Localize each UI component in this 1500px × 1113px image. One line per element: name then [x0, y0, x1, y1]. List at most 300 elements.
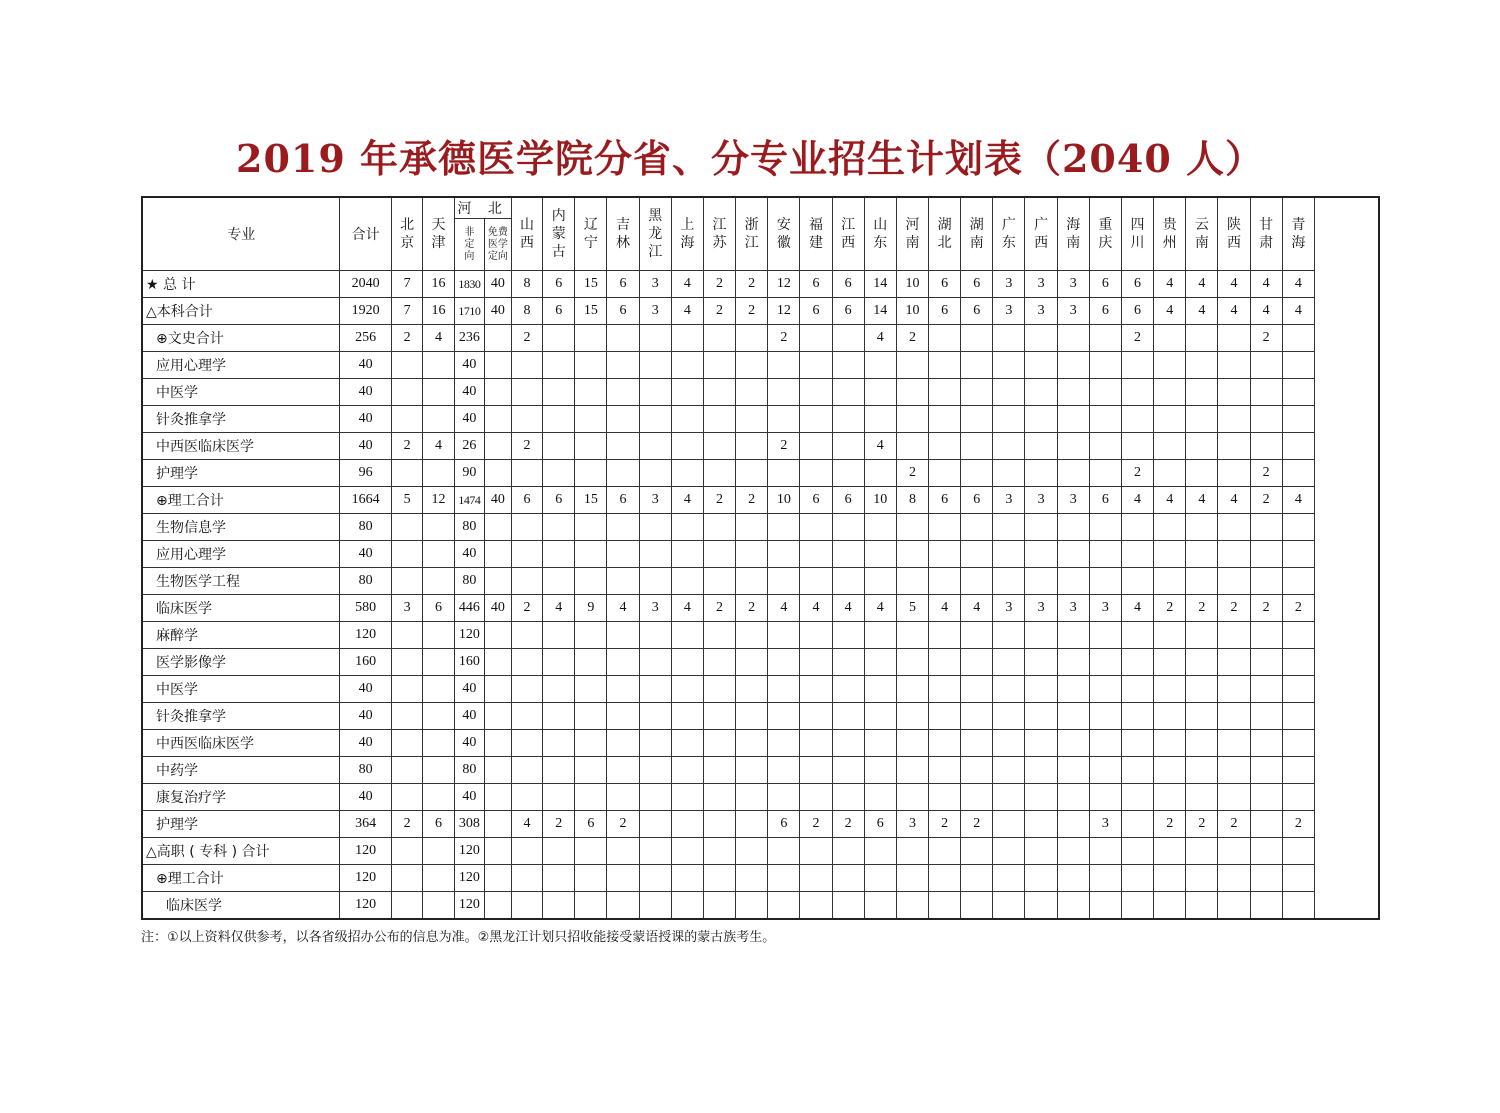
table-cell — [485, 892, 512, 920]
table-cell — [1282, 379, 1314, 406]
table-cell — [703, 730, 735, 757]
table-cell — [1089, 703, 1121, 730]
table-cell — [1282, 757, 1314, 784]
table-row — [142, 352, 1379, 379]
table-cell: 4 — [671, 487, 703, 514]
table-cell — [896, 784, 928, 811]
header-province — [864, 197, 896, 271]
table-cell — [639, 892, 671, 920]
table-cell — [423, 892, 454, 920]
table-cell: 6 — [929, 487, 961, 514]
table-cell — [575, 838, 607, 865]
table-cell — [671, 811, 703, 838]
header-char: 徽 — [776, 235, 791, 251]
table-cell — [511, 460, 542, 487]
table-cell — [961, 514, 993, 541]
table-cell — [736, 757, 768, 784]
header-char: 西 — [1227, 235, 1241, 251]
table-cell — [575, 622, 607, 649]
header-char: 南 — [905, 235, 920, 251]
table-cell: 80 — [454, 568, 484, 595]
table-cell — [832, 352, 864, 379]
header-char: 南 — [969, 235, 984, 251]
table-cell — [1121, 622, 1153, 649]
table-cell: 6 — [423, 595, 454, 622]
table-cell — [1121, 514, 1153, 541]
table-cell — [1154, 352, 1186, 379]
table-cell: 6 — [1121, 298, 1153, 325]
table-cell — [543, 352, 575, 379]
major-name: 临床医学 — [142, 595, 340, 622]
header-char: 肃 — [1259, 235, 1274, 251]
table-cell: 80 — [340, 757, 391, 784]
table-cell — [607, 325, 639, 352]
table-cell: 2 — [961, 811, 993, 838]
table-cell — [1218, 541, 1250, 568]
table-cell — [1186, 406, 1218, 433]
table-cell — [1057, 676, 1089, 703]
table-cell — [1121, 541, 1153, 568]
table-cell — [1121, 379, 1153, 406]
header-char: 江 — [744, 235, 759, 251]
table-cell — [607, 379, 639, 406]
table-cell — [736, 676, 768, 703]
table-cell — [961, 433, 993, 460]
table-cell: 446 — [454, 595, 484, 622]
table-cell — [607, 703, 639, 730]
table-cell — [543, 730, 575, 757]
table-cell — [961, 460, 993, 487]
table-cell — [961, 568, 993, 595]
header-province — [1282, 197, 1314, 271]
table-cell — [671, 622, 703, 649]
table-cell — [768, 757, 800, 784]
table-cell — [832, 757, 864, 784]
table-cell — [1089, 865, 1121, 892]
table-cell — [543, 784, 575, 811]
table-cell — [511, 622, 542, 649]
table-cell — [1282, 622, 1314, 649]
table-cell — [1218, 568, 1250, 595]
header-char: 林 — [616, 235, 631, 251]
table-cell — [1089, 460, 1121, 487]
header-char: 广 — [1034, 217, 1049, 233]
major-name: 护理学 — [142, 460, 340, 487]
table-cell — [543, 838, 575, 865]
table-cell — [1121, 838, 1153, 865]
table-cell — [1186, 838, 1218, 865]
table-cell — [896, 703, 928, 730]
table-cell: 2 — [511, 433, 542, 460]
table-cell — [929, 838, 961, 865]
table-cell: 40 — [454, 676, 484, 703]
table-cell — [1089, 541, 1121, 568]
table-cell — [832, 406, 864, 433]
table-cell — [993, 541, 1025, 568]
table-cell — [607, 541, 639, 568]
table-cell — [1121, 730, 1153, 757]
major-name: ⊕理工合计 — [142, 487, 340, 514]
table-cell: 2 — [736, 487, 768, 514]
table-cell — [1121, 892, 1153, 920]
table-cell: 2 — [703, 595, 735, 622]
table-cell — [961, 757, 993, 784]
table-cell: 5 — [896, 595, 928, 622]
table-cell: 160 — [340, 649, 391, 676]
header-char: 州 — [1162, 235, 1177, 251]
table-cell — [575, 703, 607, 730]
header-province — [543, 197, 575, 271]
table-cell — [800, 460, 832, 487]
table-cell — [1250, 433, 1282, 460]
table-cell: 6 — [832, 487, 864, 514]
table-cell — [929, 784, 961, 811]
table-cell — [1089, 730, 1121, 757]
table-cell — [864, 838, 896, 865]
table-cell — [511, 784, 542, 811]
table-cell — [1218, 865, 1250, 892]
table-cell — [671, 676, 703, 703]
table-cell: 6 — [832, 271, 864, 298]
table-cell — [1186, 352, 1218, 379]
table-cell — [1186, 730, 1218, 757]
table-cell — [391, 568, 422, 595]
table-cell — [485, 622, 512, 649]
table-cell — [671, 649, 703, 676]
table-cell — [639, 838, 671, 865]
table-cell — [703, 649, 735, 676]
table-cell: 40 — [340, 352, 391, 379]
header-char: 海 — [1291, 235, 1306, 251]
table-cell — [1218, 892, 1250, 920]
table-cell — [1250, 757, 1282, 784]
table-row — [142, 676, 1379, 703]
table-cell — [485, 406, 512, 433]
table-cell — [993, 568, 1025, 595]
table-cell — [391, 514, 422, 541]
table-cell: 6 — [1089, 298, 1121, 325]
table-row — [142, 730, 1379, 757]
table-cell — [1218, 757, 1250, 784]
table-cell: 2 — [736, 271, 768, 298]
table-cell — [607, 406, 639, 433]
table-cell — [391, 892, 422, 920]
header-char: 福 — [808, 217, 823, 233]
table-cell: 6 — [929, 298, 961, 325]
table-cell — [575, 649, 607, 676]
table-cell — [1089, 676, 1121, 703]
table-cell: 2 — [1218, 595, 1250, 622]
table-cell — [1250, 811, 1282, 838]
table-cell — [1154, 325, 1186, 352]
header-province — [1025, 197, 1057, 271]
table-cell — [1089, 838, 1121, 865]
table-cell — [929, 460, 961, 487]
table-cell: 160 — [454, 649, 484, 676]
table-cell — [607, 784, 639, 811]
table-cell: 4 — [1154, 487, 1186, 514]
table-cell — [1121, 568, 1153, 595]
major-name: 生物医学工程 — [142, 568, 340, 595]
table-cell — [864, 892, 896, 920]
table-cell — [1186, 514, 1218, 541]
header-province — [800, 197, 832, 271]
table-cell: 1710 — [454, 298, 484, 325]
table-cell: 2 — [1121, 325, 1153, 352]
table-cell: 2 — [703, 298, 735, 325]
table-cell: 2 — [391, 433, 422, 460]
table-cell — [961, 838, 993, 865]
table-cell: 308 — [454, 811, 484, 838]
table-cell — [543, 676, 575, 703]
header-char: 庆 — [1098, 235, 1113, 251]
table-cell — [391, 730, 422, 757]
table-cell: 40 — [454, 541, 484, 568]
table-cell — [961, 541, 993, 568]
table-cell — [768, 703, 800, 730]
major-name: △本科合计 — [142, 298, 340, 325]
table-cell — [736, 892, 768, 920]
table-cell: 4 — [511, 811, 542, 838]
table-cell — [929, 568, 961, 595]
table-cell: 6 — [768, 811, 800, 838]
table-cell — [703, 406, 735, 433]
table-cell — [1250, 568, 1282, 595]
table-row — [142, 568, 1379, 595]
table-cell: 2 — [896, 325, 928, 352]
table-cell — [703, 514, 735, 541]
table-cell: 2 — [511, 325, 542, 352]
table-cell — [575, 379, 607, 406]
table-cell — [703, 379, 735, 406]
header-char: 宁 — [583, 235, 598, 251]
table-cell — [1025, 379, 1057, 406]
table-cell — [800, 514, 832, 541]
table-cell — [485, 568, 512, 595]
header-char: 湖 — [937, 217, 952, 233]
table-cell — [768, 865, 800, 892]
table-cell: 3 — [1057, 298, 1089, 325]
table-cell — [1154, 379, 1186, 406]
table-cell: 4 — [671, 271, 703, 298]
table-cell: 10 — [896, 298, 928, 325]
table-cell — [703, 325, 735, 352]
table-cell — [961, 325, 993, 352]
table-cell — [1282, 460, 1314, 487]
table-cell — [1186, 433, 1218, 460]
header-char: 浙 — [744, 217, 759, 233]
table-cell — [993, 757, 1025, 784]
header-province — [703, 197, 735, 271]
table-cell — [485, 703, 512, 730]
table-cell — [1154, 865, 1186, 892]
table-cell — [543, 460, 575, 487]
table-cell: 3 — [1057, 271, 1089, 298]
table-cell — [1154, 730, 1186, 757]
table-row — [142, 541, 1379, 568]
table-cell: 4 — [671, 595, 703, 622]
header-province — [929, 197, 961, 271]
table-cell — [1282, 649, 1314, 676]
table-cell: 3 — [993, 487, 1025, 514]
table-cell: 4 — [864, 595, 896, 622]
header-province — [1250, 197, 1282, 271]
table-cell — [896, 676, 928, 703]
table-cell — [1025, 784, 1057, 811]
table-cell — [1121, 703, 1153, 730]
table-cell — [768, 568, 800, 595]
table-cell: 12 — [423, 487, 454, 514]
table-cell — [800, 892, 832, 920]
table-cell — [832, 730, 864, 757]
table-cell — [832, 379, 864, 406]
table-cell — [1154, 460, 1186, 487]
header-char: 向 — [464, 250, 475, 262]
header-province — [575, 197, 607, 271]
table-cell: 120 — [454, 622, 484, 649]
table-cell: 3 — [993, 595, 1025, 622]
table-cell — [1154, 568, 1186, 595]
table-cell — [961, 352, 993, 379]
table-cell — [864, 514, 896, 541]
table-cell — [1121, 649, 1153, 676]
table-cell: 80 — [340, 514, 391, 541]
table-cell — [511, 703, 542, 730]
table-cell — [1089, 514, 1121, 541]
table-cell — [1057, 622, 1089, 649]
table-cell — [511, 649, 542, 676]
table-cell — [929, 433, 961, 460]
table-cell — [1057, 865, 1089, 892]
header-char: 内 — [551, 208, 566, 224]
table-cell — [703, 703, 735, 730]
table-cell — [1121, 676, 1153, 703]
table-cell: 3 — [639, 487, 671, 514]
header-char: 云 — [1194, 217, 1209, 233]
table-cell — [800, 541, 832, 568]
table-cell — [961, 649, 993, 676]
table-cell — [511, 838, 542, 865]
table-cell — [671, 379, 703, 406]
header-province — [423, 197, 454, 271]
header-province — [1057, 197, 1089, 271]
major-name: ★ 总 计 — [142, 271, 340, 298]
table-cell — [768, 892, 800, 920]
table-cell: 12 — [768, 298, 800, 325]
major-name: 应用心理学 — [142, 541, 340, 568]
table-cell — [543, 757, 575, 784]
table-cell: 256 — [340, 325, 391, 352]
table-cell — [736, 811, 768, 838]
table-cell — [896, 568, 928, 595]
table-cell — [703, 433, 735, 460]
table-cell — [575, 892, 607, 920]
table-cell: 2 — [800, 811, 832, 838]
table-cell: 4 — [1121, 487, 1153, 514]
table-cell: 2 — [1250, 325, 1282, 352]
table-cell — [703, 352, 735, 379]
table-cell — [961, 730, 993, 757]
table-cell — [1250, 784, 1282, 811]
table-cell — [1186, 325, 1218, 352]
table-cell — [768, 676, 800, 703]
table-cell — [736, 352, 768, 379]
table-cell — [391, 352, 422, 379]
table-cell — [768, 730, 800, 757]
table-cell — [1154, 649, 1186, 676]
table-cell — [768, 541, 800, 568]
table-cell — [423, 757, 454, 784]
table-cell: 4 — [543, 595, 575, 622]
table-cell: 3 — [993, 298, 1025, 325]
table-cell — [423, 676, 454, 703]
table-cell: 40 — [454, 784, 484, 811]
table-cell: 3 — [896, 811, 928, 838]
header-char: 上 — [680, 217, 695, 233]
table-cell — [575, 514, 607, 541]
table-cell — [929, 406, 961, 433]
major-name: 生物信息学 — [142, 514, 340, 541]
table-cell — [1186, 865, 1218, 892]
header-char: 北 — [937, 235, 952, 251]
table-cell — [800, 757, 832, 784]
table-cell — [511, 379, 542, 406]
table-cell — [485, 730, 512, 757]
table-cell — [1057, 703, 1089, 730]
table-cell: 16 — [423, 298, 454, 325]
table-cell — [485, 649, 512, 676]
table-cell: 4 — [1154, 271, 1186, 298]
header-province — [961, 197, 993, 271]
table-cell — [1089, 892, 1121, 920]
table-cell: 3 — [639, 595, 671, 622]
table-cell — [1186, 892, 1218, 920]
table-cell — [993, 838, 1025, 865]
table-cell — [864, 676, 896, 703]
table-cell — [736, 514, 768, 541]
table-cell — [1218, 838, 1250, 865]
header-char: 安 — [776, 217, 791, 233]
header-char: 免费 — [487, 226, 508, 238]
table-row — [142, 514, 1379, 541]
table-cell: 40 — [340, 730, 391, 757]
table-cell — [864, 379, 896, 406]
table-cell: 6 — [864, 811, 896, 838]
table-row — [142, 649, 1379, 676]
table-cell: 6 — [607, 487, 639, 514]
table-cell — [485, 784, 512, 811]
table-cell — [1121, 757, 1153, 784]
table-cell — [543, 622, 575, 649]
table-cell — [993, 865, 1025, 892]
table-row — [142, 784, 1379, 811]
table-cell: 2 — [1186, 595, 1218, 622]
table-cell: 3 — [1025, 271, 1057, 298]
table-cell — [1121, 811, 1153, 838]
table-cell — [832, 433, 864, 460]
table-cell — [1089, 352, 1121, 379]
table-cell — [929, 892, 961, 920]
table-cell: 2 — [1282, 811, 1314, 838]
table-cell: 96 — [340, 460, 391, 487]
table-cell: 120 — [454, 892, 484, 920]
table-cell — [1025, 703, 1057, 730]
table-row — [142, 433, 1379, 460]
table-row — [142, 460, 1379, 487]
table-cell: 40 — [340, 433, 391, 460]
table-cell — [671, 460, 703, 487]
major-name: 麻醉学 — [142, 622, 340, 649]
